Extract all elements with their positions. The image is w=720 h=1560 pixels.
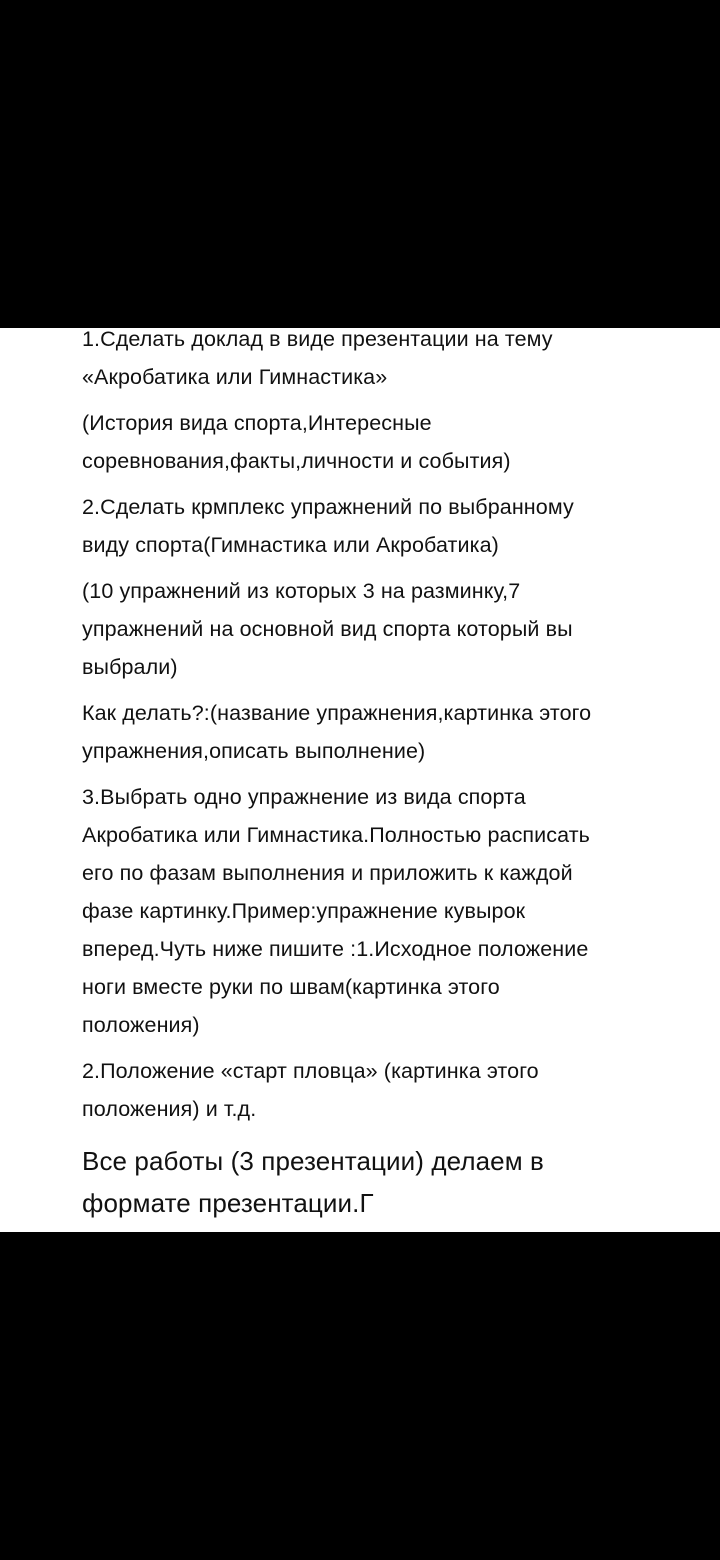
text-line: фазе картинку.Пример:упражнение кувырок: [82, 899, 526, 923]
text-line: 2.Положение «старт пловца» (картинка этого: [82, 1059, 539, 1083]
text-line: 2.Сделать крмплекс упражнений по выбранному: [82, 495, 574, 519]
text-line: выбрали): [82, 655, 178, 679]
paragraph-task-2: [82, 488, 702, 564]
paragraph-how-to: [82, 694, 702, 770]
text-line: положения): [82, 1013, 200, 1037]
text-line: соревнования,факты,личности и события): [82, 449, 511, 473]
text-line: вперед.Чуть ниже пишите :1.Исходное положение: [82, 937, 589, 961]
text-line: положения) и т.д.: [82, 1097, 257, 1121]
text-line: 3.Выбрать одно упражнение из вида спорта: [82, 785, 526, 809]
paragraph-task-1: [82, 328, 702, 396]
text-line: 1.Сделать доклад в виде презентации на тему: [82, 328, 553, 351]
top-black-bar: [0, 0, 720, 328]
text-line: ноги вместе руки по швам(картинка этого: [82, 975, 500, 999]
bottom-black-bar: [0, 1232, 720, 1560]
text-line: (10 упражнений из которых 3 на разминку,7: [82, 579, 521, 603]
text-line: Как делать?:(название упражнения,картинка этого: [82, 701, 592, 725]
text-line: упражнений на основной вид спорта который вы: [82, 617, 573, 641]
document-text: [82, 328, 702, 1224]
document-page: [0, 328, 720, 1232]
paragraph-task-3: [82, 778, 702, 1044]
text-line: (История вида спорта,Интересные: [82, 411, 432, 435]
text-line: «Акробатика или Гимнастика»: [82, 365, 388, 389]
paragraph-task-2-details: [82, 572, 702, 686]
text-line: Все работы (3 презентации) делаем в: [82, 1146, 544, 1176]
text-line: формате презентации.Г: [82, 1188, 374, 1218]
text-line: его по фазам выполнения и приложить к каждой: [82, 861, 573, 885]
paragraph-task-1-details: [82, 404, 702, 480]
text-line: упражнения,описать выполнение): [82, 739, 426, 763]
text-line: Акробатика или Гимнастика.Полностью расписать: [82, 823, 590, 847]
text-line: виду спорта(Гимнастика или Акробатика): [82, 533, 499, 557]
paragraph-example-step-2: [82, 1052, 702, 1128]
paragraph-format-note: [82, 1140, 702, 1224]
